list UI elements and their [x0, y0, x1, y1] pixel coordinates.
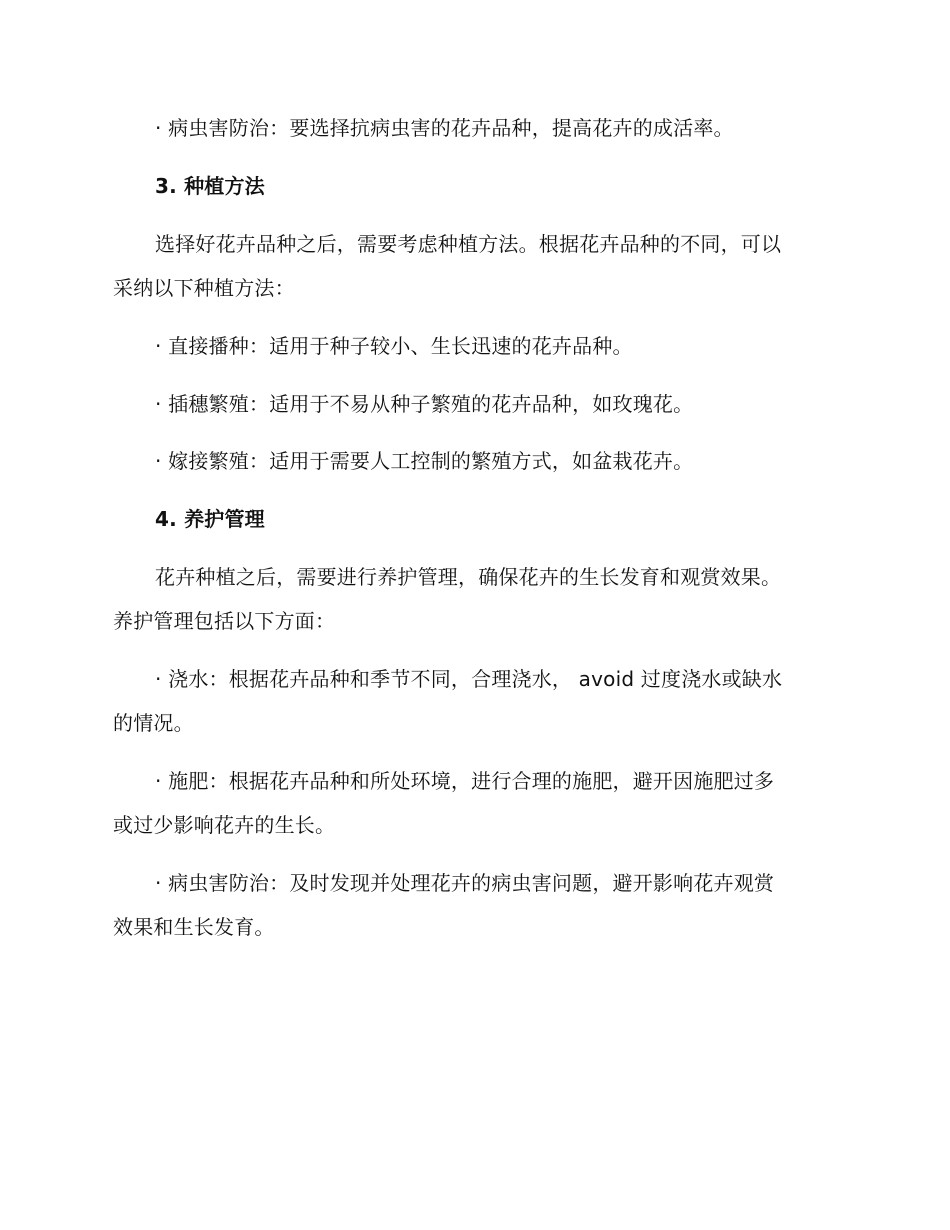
paragraph-maintenance-intro-line-1: 花卉种植之后，需要进行养护管理，确保花卉的生长发育和观赏效果。 [155, 565, 782, 589]
section-heading-maintenance: 4. 养护管理 [155, 507, 265, 531]
section-heading-planting-methods: 3. 种植方法 [155, 174, 265, 198]
paragraph-planting-intro-line-1: 选择好花卉品种之后，需要考虑种植方法。根据花卉品种的不同，可以 [155, 232, 782, 256]
bullet-watering-line-2: 的情况。 [113, 711, 194, 735]
bullet-direct-sowing: · 直接播种：适用于种子较小、生长迅速的花卉品种。 [155, 334, 633, 358]
bullet-fertilizing-line-2: 或过少影响花卉的生长。 [113, 813, 336, 837]
bullet-pest-control-timely-line-2: 效果和生长发育。 [113, 915, 275, 939]
bullet-watering-line-1: · 浇水：根据花卉品种和季节不同，合理浇水， avoid 过度浇水或缺水 [155, 667, 783, 691]
paragraph-planting-intro-line-2: 采纳以下种植方法： [113, 276, 295, 300]
bullet-fertilizing-line-1: · 施肥：根据花卉品种和所处环境，进行合理的施肥，避开因施肥过多 [155, 769, 775, 793]
bullet-cutting-propagation: · 插穗繁殖：适用于不易从种子繁殖的花卉品种，如玫瑰花。 [155, 392, 694, 416]
bullet-grafting-propagation: · 嫁接繁殖：适用于需要人工控制的繁殖方式，如盆栽花卉。 [155, 449, 694, 473]
bullet-pest-control-timely-line-1: · 病虫害防治：及时发现并处理花卉的病虫害问题，避开影响花卉观赏 [155, 871, 775, 895]
bullet-pest-control-selection: · 病虫害防治：要选择抗病虫害的花卉品种，提高花卉的成活率。 [155, 116, 734, 140]
paragraph-maintenance-intro-line-2: 养护管理包括以下方面： [113, 609, 336, 633]
